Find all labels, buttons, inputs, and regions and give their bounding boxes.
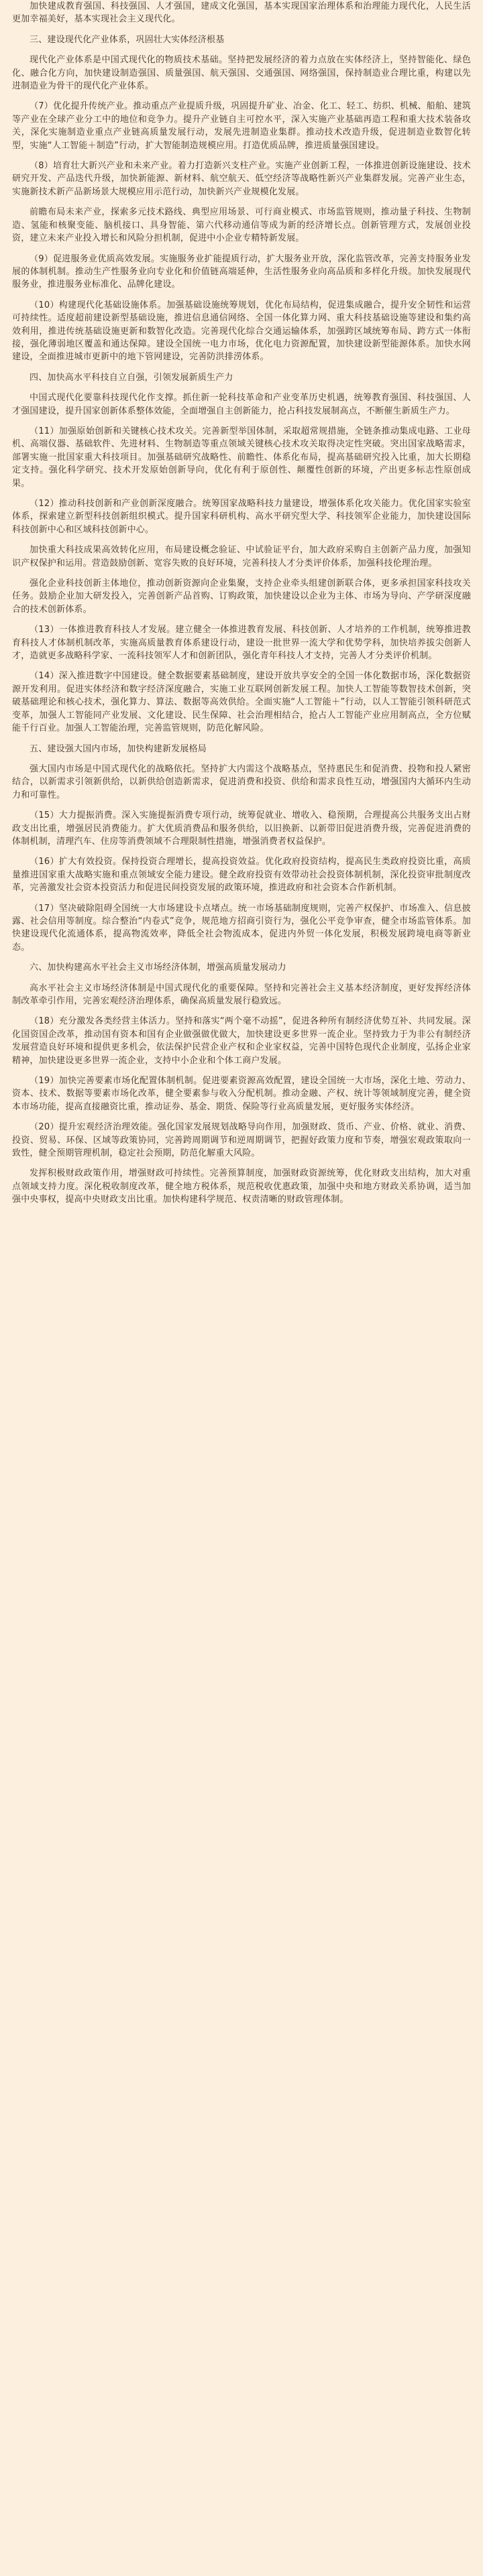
section-heading: 三、建设现代化产业体系，巩固壮大实体经济根基 bbox=[30, 34, 225, 45]
paragraph-gap bbox=[12, 245, 471, 253]
body-paragraph: （20）提升宏观经济治理效能。强化国家发展规划战略导向作用，加强财政、货币、产业、价格、就业、消费、投资、贸易、环保、区域等政策协同，完善跨周期调节和逆周期调节，把握好政策力度和节奏，增强宏观政策取向一致性，健全预期管理机制，稳定社会预期，防范化解重大风险。 bbox=[12, 1122, 471, 1159]
paragraph-gap bbox=[12, 755, 471, 763]
paragraph-gap bbox=[12, 536, 471, 544]
body-paragraph: （8）培育壮大新兴产业和未来产业。着力打造新兴支柱产业。实施产业创新工程，一体推进创新设施建设、技术研究开发、产品迭代升级，加快新能源、新材料、航空航天、低空经济等战略性新兴产业集群发展。完善产业生态，实施新技术新产品新场景大规模应用示范行动，加快新兴产业规模化发展。 bbox=[12, 161, 471, 197]
body-paragraph: （16）扩大有效投资。保持投资合理增长，提高投资效益。优化政府投资结构，提高民生类政府投资比重，高质量推进国家重大战略实施和重点领域安全能力建设。健全政府投资有效带动社会投资体制机制，深化投资审批制度改革，完善激发社会资本投资活力和促进民间投资发展的政策环境，推进政府和社会资本合作新机制。 bbox=[12, 857, 471, 894]
body-paragraph: （12）推动科技创新和产业创新深度融合。统筹国家战略科技力量建设，增强体系化攻关能力。优化国家实验室体系，探索建立新型科技创新组织模式。提升国家科研机构、高水平研究型大学、科技领军企业能力，加快建设国际科技创新中心和区域科技创新中心。 bbox=[12, 499, 471, 535]
body-paragraph: （7）优化提升传统产业。推动重点产业提质升级，巩固提升矿业、冶金、化工、轻工、纺织、机械、船舶、建筑等产业在全球产业分工中的地位和竞争力。提升产业链自主可控水平，深入实施产业基础再造工程和重大技术装备攻关，深化实施制造业重点产业链高质量发展行动，发展先进制造业集群。推动技术改造升级，促进制造业数智化转型，实施“人工智能＋制造”行动，扩大智能制造规模应用。打造优质品牌，推进质量强国建设。 bbox=[12, 101, 471, 151]
body-paragraph: （9）促进服务业优质高效发展。实施服务业扩能提质行动，扩大服务业开放，深化监管改革，完善支持服务业发展的体制机制。推动生产性服务业向专业化和价值链高端延伸，生活性服务业向高品质和多样化升级。加快发展现代服务业，推进服务业标准化、品牌化建设。 bbox=[12, 253, 471, 290]
body-paragraph: （13）一体推进教育科技人才发展。建立健全一体推进教育发展、科技创新、人才培养的工作机制，统筹推进教育科技人才体制机制改革，实施高质量教育体系建设行动，建设一批世界一流大学和优势学科，加快培养拔尖创新人才，造就更多战略科学家、一流科技领军人才和创新团队，强化青年科技人才支持，完善人才分类评价机制。 bbox=[12, 625, 471, 662]
paragraph-gap bbox=[12, 802, 471, 809]
paragraph-gap bbox=[12, 895, 471, 902]
body-paragraph: （14）深入推进数字中国建设。健全数据要素基础制度，建设开放共享安全的全国一体化数据市场，深化数据资源开发利用。促进实体经济和数字经济深度融合，实施工业互联网创新发展工程。加快人工智能等数智技术创新，突破基础理论和核心技术，强化算力、算法、数据等高效供给。全面实施“人工智能＋”行动，以人工智能引领科研范式变革，加强人工智能同产业发展、文化建设、民生保障、社会治理相结合，抢占人工智能产业应用制高点，全方位赋能千行百业。加强人工智能治理，完善监管规则，防范化解风险。 bbox=[12, 671, 471, 734]
body-paragraph: （18）充分激发各类经营主体活力。坚持和落实“两个毫不动摇”，促进各种所有制经济优势互补、共同发展。深化国资国企改革，推动国有资本和国有企业做强做优做大，加快建设更多世界一流企业。坚持致力于为非公有制经济发展营造良好环境和提供更多机会，依法保护民营企业产权和企业家权益，完善中国特色现代企业制度，弘扬企业家精神，加快建设更多世界一流企业，支持中小企业和个体工商户发展。 bbox=[12, 1016, 471, 1066]
paragraph-gap bbox=[12, 490, 471, 497]
paragraph-gap bbox=[12, 1113, 471, 1121]
paragraph-gap bbox=[12, 1007, 471, 1015]
paragraph-gap bbox=[12, 1067, 471, 1075]
article-page bbox=[0, 0, 483, 1207]
paragraph-gap bbox=[12, 662, 471, 670]
paragraph-gap bbox=[12, 198, 471, 206]
paragraph-gap bbox=[12, 46, 471, 54]
body-paragraph: 现代化产业体系是中国式现代化的物质技术基础。坚持把发展经济的着力点放在实体经济上，坚持智能化、绿色化、融合化方向，加快建设制造强国、质量强国、航天强国、交通强国、网络强国，保持制造业合理比重，构建以先进制造业为骨干的现代化产业体系。 bbox=[12, 55, 471, 92]
paragraph-gap bbox=[12, 26, 471, 34]
section-heading: 六、加快构建高水平社会主义市场经济体制，增强高质量发展动力 bbox=[30, 963, 286, 973]
section-heading: 四、加快高水平科技自立自强，引领发展新质生产力 bbox=[30, 372, 233, 383]
body-paragraph: 中国式现代化要靠科技现代化作支撑。抓住新一轮科技革命和产业变革历史机遇，统筹教育强国、科技强国、人才强国建设，提升国家创新体系整体效能，全面增强自主创新能力，抢占科技发展制高点，不断催生新质生产力。 bbox=[12, 393, 471, 416]
body-paragraph: （10）构建现代化基础设施体系。加强基础设施统筹规划，优化布局结构，促进集成融合，提升安全韧性和运营可持续性。适度超前建设新型基础设施，推进信息通信网络、全国一体化算力网、重大科技基础设施等建设和集约高效利用，推进传统基础设施更新和数智化改造。完善现代化综合交通运输体系，加强跨区域统筹布局、跨方式一体衔接，强化薄弱地区覆盖和通达保障。建设全国统一电力市场，优化电力资源配置，加快建设新型能源体系。加快水网建设，全面推进城市更新中的地下管网建设，完善防洪排涝体系。 bbox=[12, 300, 471, 363]
paragraph-gap bbox=[12, 418, 471, 425]
article-body bbox=[12, 0, 471, 1207]
paragraph-gap bbox=[12, 735, 471, 743]
paragraph-gap bbox=[12, 848, 471, 855]
body-paragraph: 强化企业科技创新主体地位，推动创新资源向企业集聚，支持企业牵头组建创新联合体，更多承担国家科技攻关任务。鼓励企业加大研发投入，完善创新产品首购、订购政策，加快建设以企业为主体、市场为导向、产学研深度融合的技术创新体系。 bbox=[12, 578, 471, 615]
body-paragraph: 加快重大科技成果高效转化应用，布局建设概念验证、中试验证平台，加大政府采购自主创新产品力度，加强知识产权保护和运用。营造鼓励创新、宽容失败的良好环境，完善科技人才分类评价体系，加强科技伦理治理。 bbox=[12, 545, 471, 568]
body-paragraph: 发挥积极财政政策作用，增强财政可持续性。完善预算制度，加强财政资源统筹，优化财政支出结构，加大对重点领域支持力度。深化税收制度改革，健全地方税体系，规范税收优惠政策，加强中央和地方财政关系协调，适当加强中央事权，提高中央财政支出比重。加快构建科学规范、权责清晰的财政管理体制。 bbox=[12, 1168, 471, 1205]
body-paragraph: （11）加强原始创新和关键核心技术攻关。完善新型举国体制，采取超常规措施，全链条推动集成电路、工业母机、高端仪器、基础软件、先进材料、生物制造等重点领域关键核心技术攻关取得决定性突破。突出国家战略需求，部署实施一批国家重大科技项目。加强基础研究战略性、前瞻性、体系化布局，提高基础研究投入比重，加大长期稳定支持。强化科学研究、技术开发原始创新导向，优化有利于原创性、颠覆性创新的环境，产出更多标志性原创成果。 bbox=[12, 426, 471, 489]
body-paragraph: （15）大力提振消费。深入实施提振消费专项行动，统筹促就业、增收入、稳预期，合理提高公共服务支出占财政支出比重，增强居民消费能力。扩大优质消费品和服务供给，以旧换新、以新带旧促进消费升级，完善促进消费的体制机制，清理汽车、住房等消费领域不合理限制性措施，增强消费者权益保护。 bbox=[12, 810, 471, 847]
paragraph-gap bbox=[12, 975, 471, 982]
section-heading: 五、建设强大国内市场，加快构建新发展格局 bbox=[30, 743, 207, 754]
paragraph-gap bbox=[12, 384, 471, 391]
paragraph-gap bbox=[12, 93, 471, 100]
body-paragraph: 高水平社会主义市场经济体制是中国式现代化的重要保障。坚持和完善社会主义基本经济制度，更好发挥经济体制改革牵引作用，完善宏观经济治理体系，确保高质量发展行稳致远。 bbox=[12, 983, 471, 1006]
body-paragraph: 强大国内市场是中国式现代化的战略依托。坚持扩大内需这个战略基点，坚持惠民生和促消费、投物和投人紧密结合，以新需求引领新供给，以新供给创造新需求，促进消费和投资、供给和需求良性互动，增强国内大循环内生动力和可靠性。 bbox=[12, 763, 471, 800]
paragraph-gap bbox=[12, 1160, 471, 1167]
paragraph-gap bbox=[12, 616, 471, 623]
paragraph-gap bbox=[12, 292, 471, 299]
body-paragraph: 前瞻布局未来产业，探索多元技术路线、典型应用场景、可行商业模式、市场监管规则，推动量子科技、生物制造、氢能和核聚变能、脑机接口、具身智能、第六代移动通信等成为新的经济增长点。创新管理方式，发展创业投资，建立未来产业投入增长和风险分担机制，促进中小企业专精特新发展。 bbox=[12, 207, 471, 244]
paragraph-gap bbox=[12, 954, 471, 961]
paragraph-gap bbox=[12, 152, 471, 160]
body-paragraph: 加快建成教育强国、科技强国、人才强国，建成文化强国，基本实现国家治理体系和治理能力现代化，人民生活更加幸福美好，基本实现社会主义现代化。 bbox=[12, 1, 471, 25]
body-paragraph: （17）坚决破除阻碍全国统一大市场建设卡点堵点。统一市场基础制度规则，完善产权保护、市场准入、信息披露、社会信用等制度。综合整治“内卷式”竞争，规范地方招商引资行为，强化公平竞争审查，健全市场监管体系。加快建设现代化流通体系，提高物流效率，降低全社会物流成本，促进内外贸一体化发展，积极发展跨境电商等新业态。 bbox=[12, 903, 471, 953]
paragraph-gap bbox=[12, 364, 471, 371]
paragraph-gap bbox=[12, 570, 471, 577]
body-paragraph: （19）加快完善要素市场化配置体制机制。促进要素资源高效配置，建设全国统一大市场，深化土地、劳动力、资本、技术、数据等要素市场化改革，健全要素参与收入分配机制。推动金融、产权、统计等领域制度完善，健全资本市场功能，提高直接融资比重，推动证券、基金、期货、保险等行业高质量发展，更好服务实体经济。 bbox=[12, 1076, 471, 1112]
